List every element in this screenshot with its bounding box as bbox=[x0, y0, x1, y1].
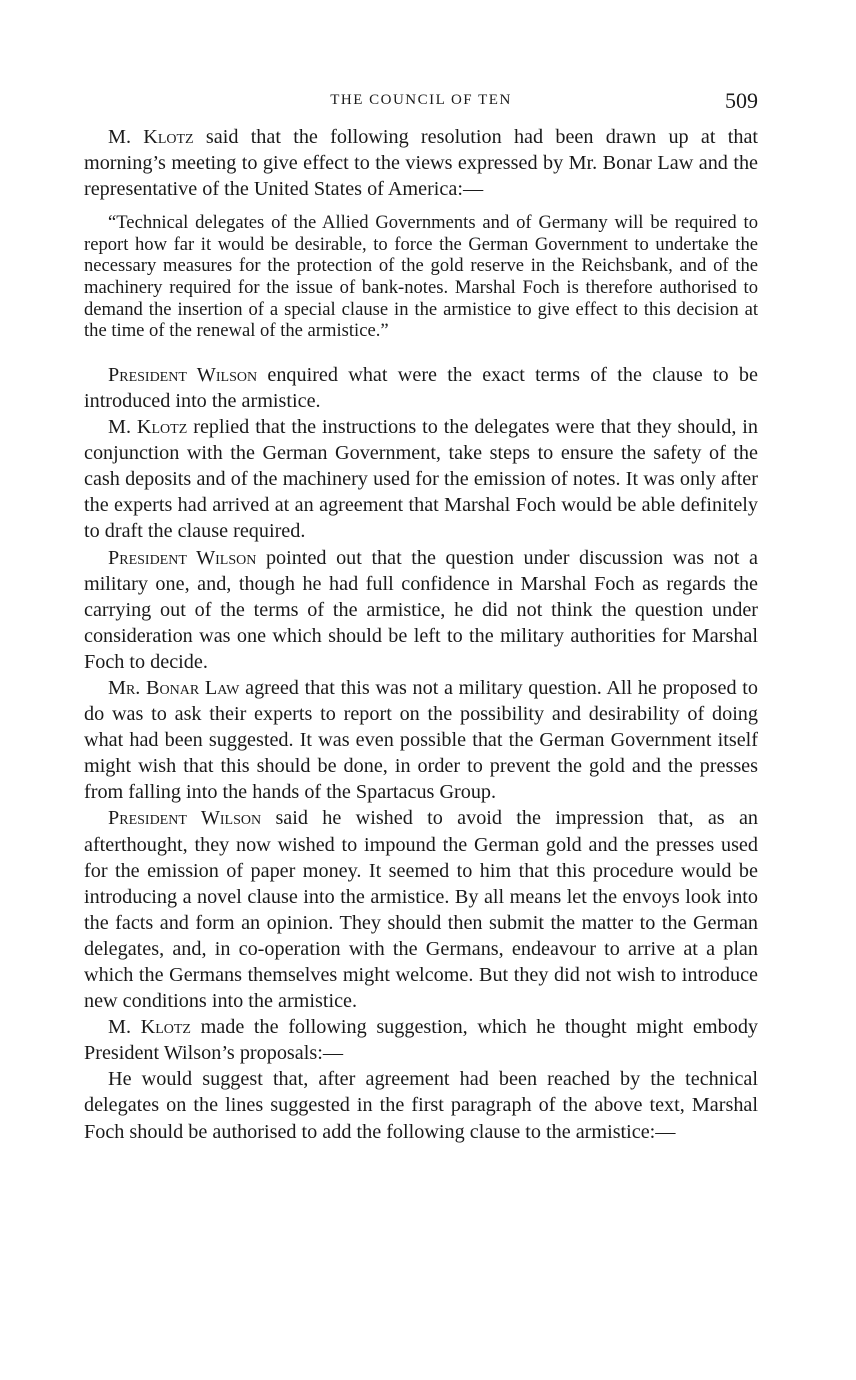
quoted-resolution bbox=[84, 212, 758, 342]
paragraph bbox=[84, 675, 758, 805]
paragraph-text: said he wished to avoid the impression that, as an afterthought, they now wished to impound the German gold and the presses used for the emission of paper money. It seemed to him that this procedure would be introducing a novel clause into the armistice. By all means let the envoys look into the facts and form an opinion. They should then submit the matter to the German delegates, and, in co-operation with the Germans, endeavour to arrive at a plan which the Germans themselves might welcome. But they did not wish to introduce new conditions into the armistice. bbox=[84, 807, 759, 1013]
paragraph-text: replied that the instructions to the delegates were that they should, in conjunction with the German Government, take steps to ensure the safety of the cash deposits and of the machinery used for the emission of notes. It was only after the experts had arrived at an agreement that Marshal Foch would be able definitely to draft the clause required. bbox=[84, 416, 758, 543]
paragraph-text: He would suggest that, after agreement had been reached by the technical delegates on the lines suggested in the first paragraph of the above text, Marshal Foch should be authorised to add the following clause to the armistice:— bbox=[84, 1068, 758, 1143]
speaker-name: President Wilson bbox=[108, 807, 262, 830]
paragraph bbox=[84, 362, 758, 414]
speaker-name: President Wilson bbox=[108, 363, 258, 386]
document-page bbox=[84, 88, 758, 1145]
speaker-name: M. Klotz bbox=[108, 1016, 191, 1039]
paragraph bbox=[84, 1066, 758, 1144]
paragraph-text: pointed out that the question under discussion was not a military one, and, though he had full confidence in Marshal Foch as regards the carrying out of the terms of the armistice, he did not think the question under consideration was one which should be left to the military authorities for Marshal Foch to decide. bbox=[84, 546, 758, 673]
page-number: 509 bbox=[725, 88, 758, 113]
speaker-name: M. Klotz bbox=[108, 126, 194, 148]
speaker-name: President Wilson bbox=[108, 546, 257, 569]
quote-text: “Technical delegates of the Allied Governments and of Germany will be required to report how far it would be desirable, to force the German Government to undertake the necessary measures for the protection of the gold reserve in the Reichsbank, and of the machinery required for the issue of bank-notes. Marshal Foch is therefore authorised to demand the insertion of a special clause in the armistice to give effect to this decision at the time of the renewal of the armistice.” bbox=[84, 212, 758, 342]
speaker-name: Mr. Bonar Law bbox=[108, 676, 240, 699]
speaker-name: M. Klotz bbox=[108, 416, 188, 439]
paragraph bbox=[84, 124, 758, 202]
paragraph bbox=[84, 1014, 758, 1066]
paragraph bbox=[84, 414, 758, 544]
paragraph-text: enquired what were the exact terms of the clause to be introduced into the armistice. bbox=[84, 363, 758, 412]
paragraph-text: made the following suggestion, which he thought might embody President Wilson’s proposals:— bbox=[84, 1016, 759, 1065]
paragraph bbox=[84, 805, 758, 1014]
paragraph-text: agreed that this was not a military question. All he proposed to do was to ask their experts to report on the possibility and desirability of doing what had been suggested. It was even possible that the German Government itself might wish that this should be done, in order to prevent the gold and the presses from falling into the hands of the Spartacus Group. bbox=[84, 676, 758, 804]
running-head: THE COUNCIL OF TEN bbox=[330, 92, 512, 108]
paragraph bbox=[84, 545, 758, 675]
paragraph-text: said that the following resolution had been drawn up at that morning’s meeting to give effect to the views expressed by Mr. Bonar Law and the representative of the United States of America:— bbox=[84, 126, 759, 201]
page-header bbox=[84, 88, 758, 122]
